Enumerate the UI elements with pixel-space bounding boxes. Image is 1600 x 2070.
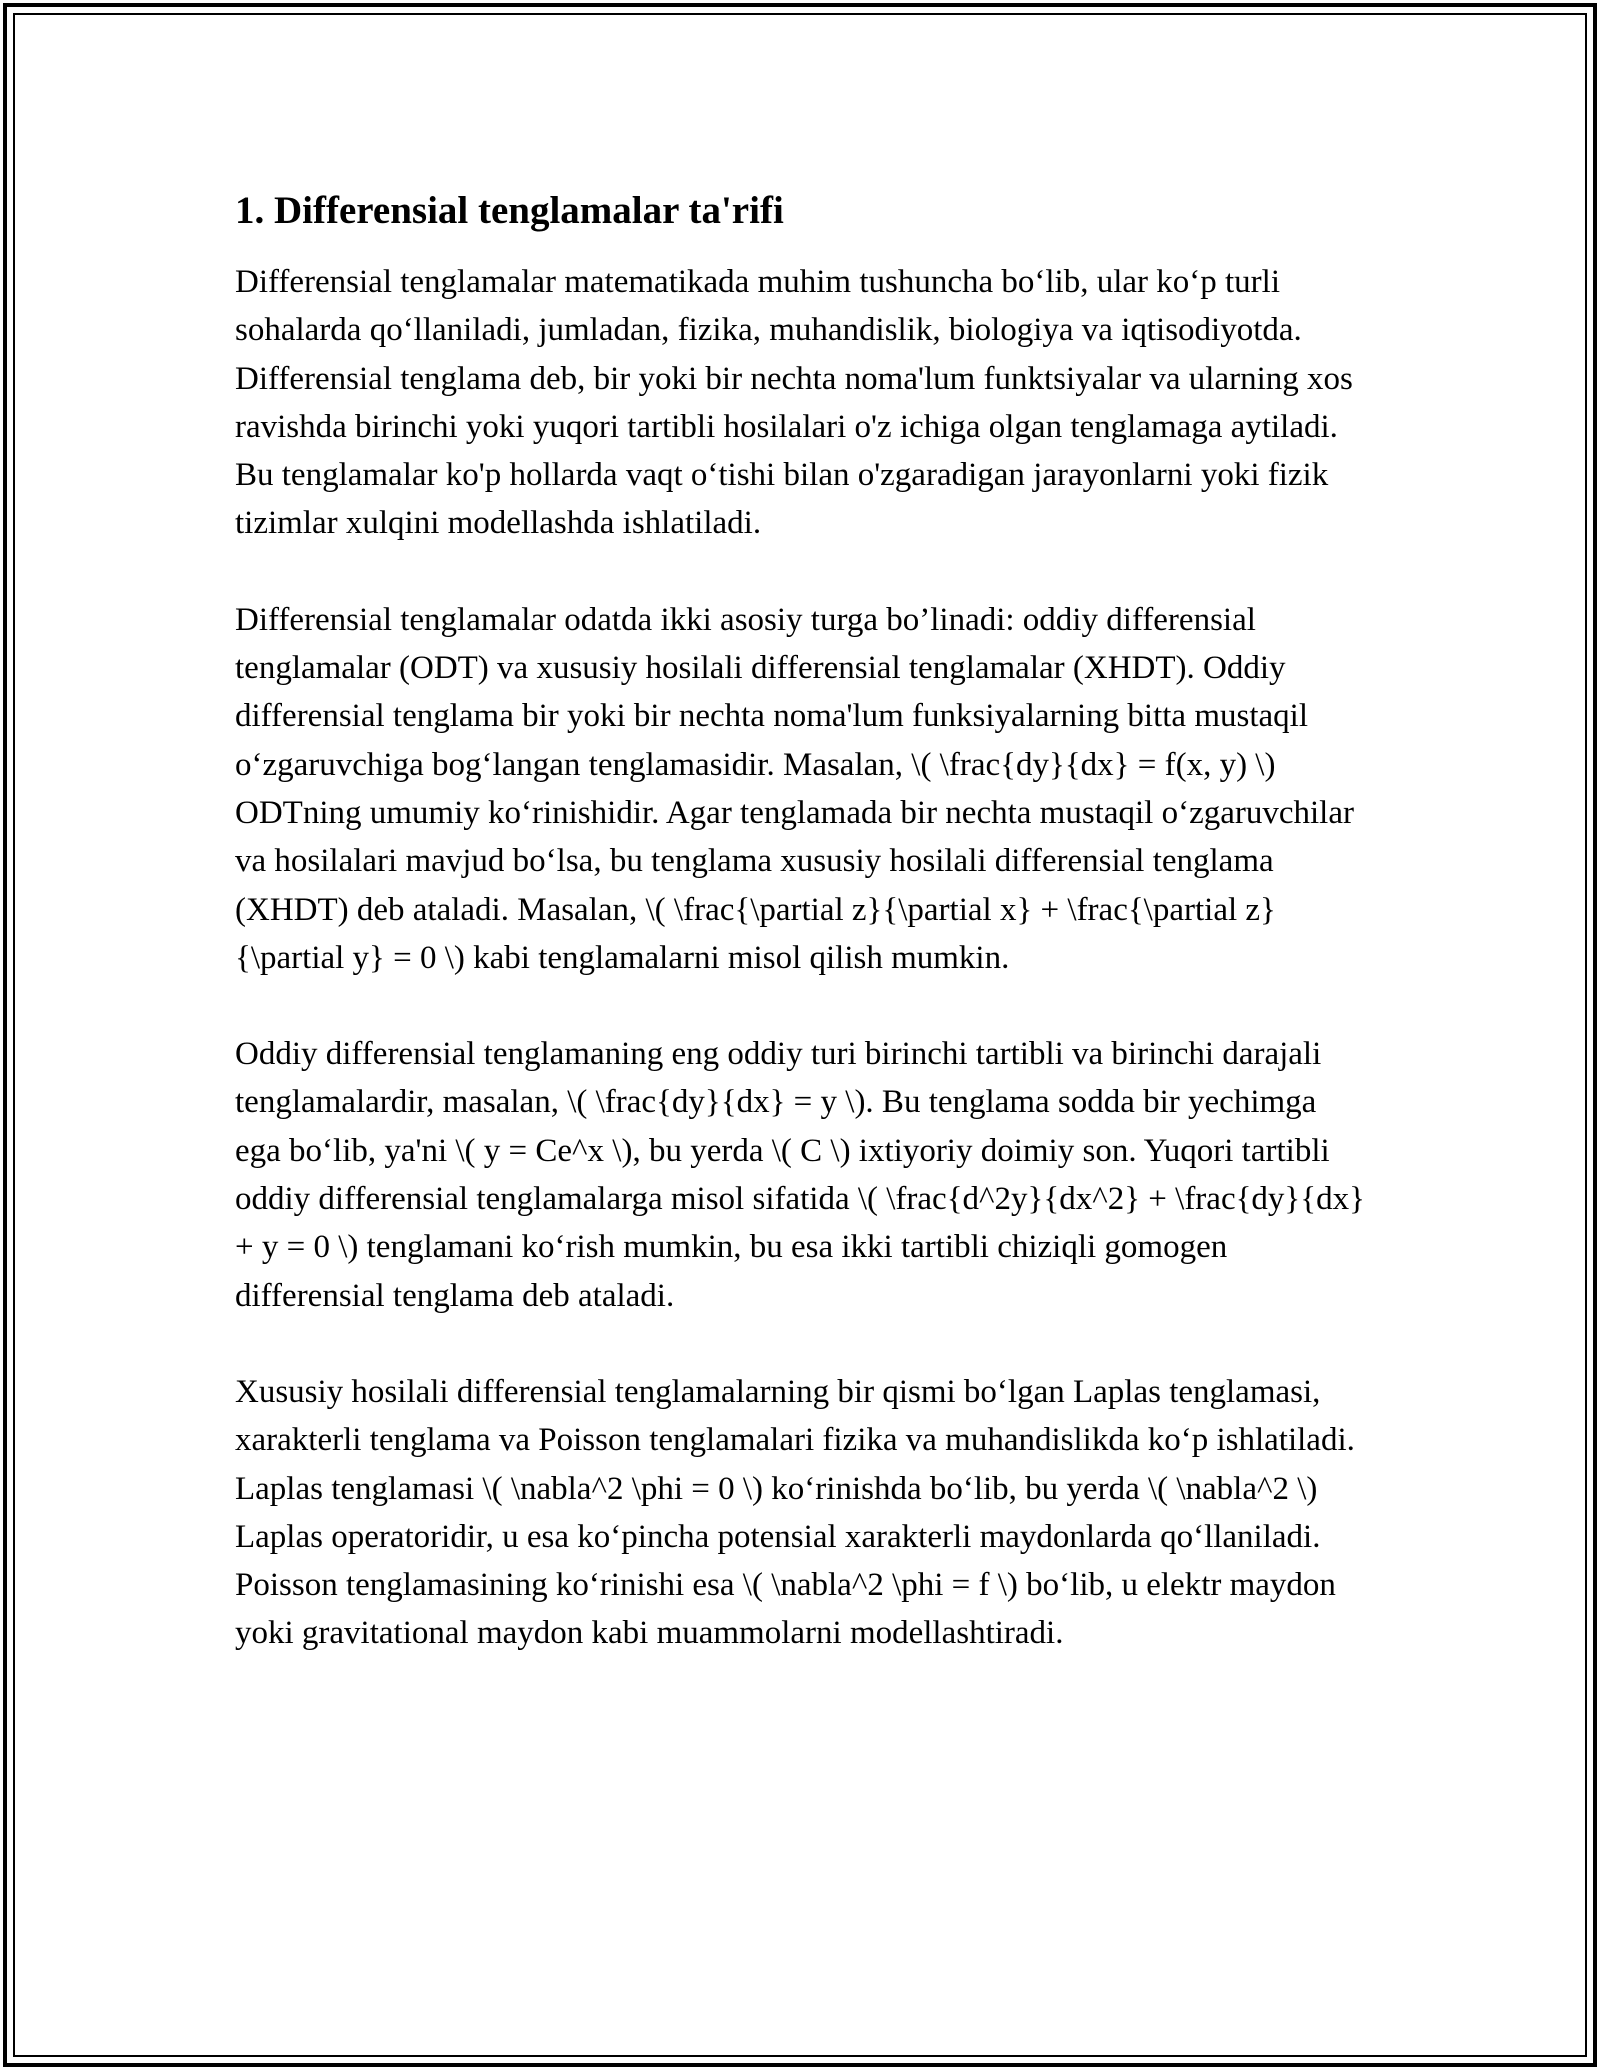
paragraph-first-order: Oddiy differensial tenglamaning eng oddiy turi birinchi tartibli va birinchi darajali tenglamalardir, masalan, \( \frac{dy}{dx} = y \). Bu tenglama sodda bir yechimga ega bo‘lib, ya'ni \( y = Ce^x \), bu yerda \( C \) ixtiyoriy doimiy son. Yuqori tartibli oddiy differensial tenglamalarga misol sifatida \( \frac{d^2y}{dx^2} + \frac{dy}{dx} + y = 0 \) tenglamani ko‘rish mumkin, bu esa ikki tartibli chiziqli gomogen differensial tenglama deb ataladi.	[235, 1036, 1365, 1314]
paragraph-definition: Differensial tenglamalar matematikada muhim tushuncha bo‘lib, ular ko‘p turli sohalarda qo‘llaniladi, jumladan, fizika, muhandislik, biologiya va iqtisodiyotda. Differensial tenglama deb, bir yoki bir nechta noma'lum funktsiyalar va ularning xos ravishda birinchi yoki yuqori tartibli hosilalari o'z ichiga olgan tenglamaga aytiladi. Bu tenglamalar ko'p hollarda vaqt o‘tishi bilan o'zgaradigan jarayonlarni yoki fizik tizimlar xulqini modellashda ishlatiladi.	[235, 264, 1353, 542]
document-body	[235, 186, 1370, 1706]
paragraph-types: Differensial tenglamalar odatda ikki asosiy turga bo’linadi: oddiy differensial tenglamalar (ODT) va xususiy hosilali differensial tenglamalar (XHDT). Oddiy differensial tenglama bir yoki bir nechta noma'lum funksiyalarning bitta mustaqil o‘zgaruvchiga bog‘langan tenglamasidir. Masalan, \( \frac{dy}{dx} = f(x, y) \) ODTning umumiy ko‘rinishidir. Agar tenglamada bir nechta mustaqil o‘zgaruvchilar va hosilalari mavjud bo‘lsa, bu tenglama xususiy hosilali differensial tenglama (XHDT) deb ataladi. Masalan, \( \frac{\partial z}{\partial x} + \frac{\partial z}{\partial y} = 0 \) kabi tenglamalarni misol qilish mumkin.	[235, 601, 1354, 976]
section-heading: 1. Differensial tenglamalar ta'rifi	[235, 189, 784, 232]
paragraph-laplace-poisson: Xususiy hosilali differensial tenglamalarning bir qismi bo‘lgan Laplas tenglamasi, xarakterli tenglama va Poisson tenglamalari fizika va muhandislikda ko‘p ishlatiladi. Laplas tenglamasi \( \nabla^2 \phi = 0 \) ko‘rinishda bo‘lib, bu yerda \( \nabla^2 \) Laplas operatoridir, u esa ko‘pincha potensial xarakterli maydonlarda qo‘llaniladi. Poisson tenglamasining ko‘rinishi esa \( \nabla^2 \phi = f \) bo‘lib, u elektr maydon yoki gravitational maydon kabi muammolarni modellashtiradi.	[235, 1373, 1355, 1652]
